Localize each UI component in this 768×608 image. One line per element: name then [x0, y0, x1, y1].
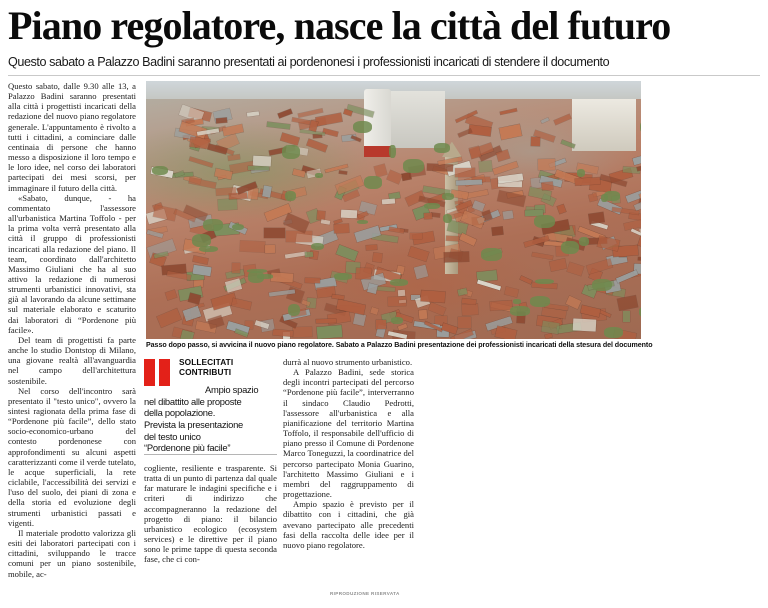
photo-roof-tile [424, 213, 432, 219]
photo-roof-tile [262, 186, 272, 198]
photo-roof-tile [316, 319, 336, 323]
photo-roof-tile [367, 283, 378, 294]
photo-roof-tile [532, 253, 553, 260]
kicker-line-1: SOLLECITATI [179, 357, 234, 367]
photo-roof-tile [462, 298, 477, 304]
photo-roof-tile [575, 177, 600, 185]
photo-roof-tile [316, 325, 342, 339]
photo-roof-tile [232, 298, 253, 310]
photo-roof-tile [560, 139, 574, 148]
photo-tree [390, 279, 408, 286]
photo-roof-tile [387, 170, 403, 184]
photo-roof-tile [193, 264, 212, 276]
paragraph: A Palazzo Badini, sede storica degli incontri partecipati del percorso “Pordenone più facile”, interverranno il sindaco Claudio Pedrotti, l'assessore all'urbanistica e alla pianificazione del territorio Martina Toffolo, il responsabile dell'ufficio di piano presso il Comune di Pordenone Marco Toneguzzi, la coordinatrice del percorso partecipato Monia Guarino, l'architetto Massimo Giuliani e i membri del raggruppamento di progettazione. [283, 367, 414, 500]
photo-roof-tile [339, 170, 347, 174]
photo-tree [534, 215, 554, 229]
photo-roof-tile [549, 259, 566, 271]
photo-roof-tile [315, 112, 342, 126]
photo-roof-tile [305, 251, 314, 257]
photo-tree [389, 145, 395, 158]
photo-roof-tile [566, 295, 582, 308]
photo-roof-tile [428, 302, 446, 316]
photo-roof-tile [188, 177, 216, 188]
photo-tree [247, 269, 267, 273]
photo-tree [285, 191, 296, 201]
photo-roof-tile [469, 125, 492, 136]
photo-tree [357, 220, 369, 224]
article-headline: Piano regolatore, nasce la città del futuro [8, 3, 671, 48]
photo-tree [288, 304, 301, 316]
photo-roof-tile [398, 323, 408, 330]
photo-roof-tile [267, 122, 290, 129]
article-deck: Questo sabato a Palazzo Badini saranno presentati ai pordenonesi i professionisti incaricati di stendere il documento [8, 55, 610, 69]
photo-roof-tile [306, 138, 327, 151]
photo-tree [530, 296, 550, 307]
photo-tree [481, 248, 501, 261]
photo-tree [364, 176, 381, 189]
photo-roof-tile [502, 210, 513, 219]
photo-roof-tile [495, 326, 517, 339]
photo-tree [639, 307, 641, 317]
article-photo [146, 81, 641, 339]
paragraph: Ampio spazio è previsto per il dibattito con i cittadini, che già avevano partecipato alle precedenti fasi della raccolta delle idee per il nuovo piano regolatore. [283, 499, 414, 550]
photo-roof-tile [462, 304, 479, 316]
photo-tree [510, 306, 530, 316]
photo-roof-tile [419, 310, 428, 319]
photo-roof-tile [352, 313, 365, 326]
photo-roof-tile [180, 329, 194, 339]
photo-roof-tile [500, 108, 518, 115]
photo-roof-tile [285, 252, 307, 259]
photo-roof-tile [479, 161, 493, 174]
text-column-left [8, 81, 136, 579]
photo-roof-tile [408, 246, 430, 262]
photo-roof-tile [232, 263, 240, 273]
newspaper-article-page [0, 4, 768, 608]
photo-roof-tile [341, 210, 358, 219]
pull-quote-text [144, 384, 277, 454]
photo-tree [604, 327, 623, 338]
photo-tree [257, 274, 273, 278]
photo-tree [282, 145, 300, 158]
photo-tree [577, 169, 586, 177]
photo-roof-tile [240, 240, 265, 252]
kicker-line-2: CONTRIBUTI [179, 366, 232, 377]
paragraph: Questo sabato, dalle 9.30 alle 13, a Palazzo Badini saranno presentati alla città i progettisti incaricati della redazione del nuovo piano regolatore generale. L'appuntamento è rivolto a tutti i cittadini, a cominciare dalle centinaia di persone che hanno messo a disposizione il loro tempo e le loro idee, nel corso dei laboratori partecipati dei mesi scorsi, per immaginare il futuro della città. [8, 81, 136, 193]
photo-roof-tile [247, 111, 259, 116]
photo-roof-tile [421, 291, 446, 303]
photo-tree [403, 159, 424, 173]
photo-roof-tile [597, 235, 620, 250]
photo-roof-tile [193, 255, 209, 264]
text-column-right [283, 357, 414, 550]
photo-roof-tile [637, 165, 641, 171]
quote-line: della popolazione. [144, 407, 216, 419]
photo-roof-tile [382, 199, 395, 205]
photo-tree [640, 121, 641, 133]
photo-tree [601, 194, 608, 202]
photo-roof-tile [323, 129, 339, 137]
photo-roof-tile [264, 228, 285, 238]
photo-roof-tile [588, 212, 605, 224]
photo-roof-tile [373, 253, 383, 263]
photo-roof-tile [284, 213, 309, 233]
photo-roof-tile [358, 212, 369, 220]
photo-tree [353, 121, 373, 133]
photo-roof-tile [355, 268, 370, 280]
photo-roof-tile [444, 251, 469, 262]
photo-tree [424, 203, 440, 209]
photo-roof-tile [414, 265, 428, 279]
photo-roof-tile [588, 194, 598, 203]
photo-roof-tile [253, 156, 272, 167]
paragraph: «Sabato, dunque, - ha commentato l'assessore all'urbanistica Martina Toffolo - per la prima volta verrà presentato alla città il gruppo di professionisti incaricati alla redazione del piano. Il team, coordinato dall'architetto Massimo Giuliani che ha al suo attivo la redazione di numerosi strumenti urbanistici innovativi, sta già al lavorando da alcune settimane sul materiale elaborato e scaturito dai laboratori di “Pordenone più facile». [8, 192, 136, 335]
photo-roof-tile [370, 307, 379, 315]
photo-roof-tile [344, 109, 353, 116]
photo-roof-tile [376, 320, 386, 329]
photo-roof-tile [499, 124, 521, 140]
photo-roof-tile [410, 233, 422, 239]
photo-roof-tile [216, 117, 227, 123]
quote-line: nel dibattito alle proposte [144, 395, 242, 407]
photo-roof-tile [632, 154, 641, 165]
copyright-notice: RIPRODUZIONE RISERVATA [330, 591, 400, 596]
photo-roof-tile [504, 286, 519, 297]
photo-roof-tile [228, 154, 240, 161]
photo-roof-tile [458, 317, 471, 328]
photo-roof-tile [373, 164, 386, 177]
text-column-middle [144, 463, 277, 565]
quotation-mark-icon [144, 359, 174, 387]
paragraph: Il materiale prodotto valorizza gli esiti dei laboratori partecipati con i cittadini, sviluppando le tracce comuni per un piano sostenibile, mobile, ac- [8, 527, 136, 579]
photo-tree [199, 246, 218, 252]
quote-line: Ampio spazio [205, 384, 259, 396]
photo-roof-tile [271, 273, 293, 283]
photo-roof-tile [165, 290, 177, 300]
photo-roof-tile [617, 296, 638, 311]
photo-roof-tile [520, 275, 533, 284]
photo-roof-tile [491, 226, 503, 235]
paragraph: Nel corso dell'incontro sarà presentato il "testo unico", ovvero la sintesi ragionata della prima fase di “Pordenone più facile”, dello stato socio-economico-urbano del contesto pordenonese con approfondimenti su alcuni aspetti caratterizzanti come il verde tutelato, le acque superficiali, la rete ciclabile, l'accessibilità dei servizi e l'uso del suolo, dei piani di zona e della storia ed evoluzione degli strumenti urbanistici passati e vigenti. [8, 385, 136, 528]
photo-tree [434, 143, 451, 153]
photo-roof-tile [207, 315, 223, 329]
photo-tree [152, 166, 168, 175]
photo-roof-tile [377, 286, 396, 291]
photo-roof-tile [334, 224, 349, 234]
photo-roof-tile [557, 204, 567, 214]
photo-roof-tile [321, 220, 330, 225]
photo-roof-tile [538, 159, 555, 171]
photo-tree [192, 234, 211, 247]
photo-roof-tile [456, 179, 482, 185]
photo-roof-tile [572, 318, 596, 331]
photo-roof-tile [273, 329, 293, 337]
photo-roof-tile [398, 290, 406, 296]
paragraph: durrà al nuovo strumento urbanistico. [283, 357, 413, 367]
photo-roof-tile [225, 278, 242, 293]
photo-roof-tile [265, 245, 276, 253]
photo-roof-tile [541, 320, 560, 333]
header-divider [8, 75, 760, 76]
photo-roof-tile [531, 137, 541, 146]
photo-roof-tile [388, 297, 406, 306]
photo-tree [442, 193, 454, 199]
photo-roof-tile [567, 262, 584, 276]
photo-roof-tile [280, 133, 299, 145]
photo-tree [579, 237, 589, 246]
photo-tree [315, 173, 322, 178]
photo-tree [513, 299, 520, 303]
photo-tree [311, 243, 325, 251]
quote-line: “Pordenone più facile” [144, 442, 231, 454]
quote-line: del testo unico [144, 430, 201, 442]
photo-roof-tile [540, 117, 549, 123]
photo-roof-tile [460, 233, 478, 246]
photo-roof-tile [189, 156, 213, 167]
aerial-city-photo [146, 81, 641, 339]
photo-roof-tile [218, 198, 238, 210]
paragraph: Del team di progettisti fa parte anche lo studio Dontstop di Milano, una giovane realtà all'avanguardia nel campo dell'architettura sostenibile. [8, 334, 136, 386]
pull-quote-divider [144, 454, 277, 455]
photo-tree [334, 273, 353, 279]
photo-roof-tile [305, 278, 320, 283]
photo-caption: Passo dopo passo, si avvicina il nuovo piano regolatore. Sabato a Palazzo Badini presentazione dei professionisti incaricati della stesura del documento [146, 341, 653, 349]
photo-tree [391, 317, 403, 324]
photo-roof-tile [638, 257, 641, 262]
quote-line: Prevista la presentazione [144, 418, 244, 430]
photo-tree [203, 219, 223, 231]
photo-roof-tile [157, 308, 182, 327]
photo-roof-tile [286, 231, 312, 242]
photo-roof-tile [389, 227, 404, 234]
photo-tree [592, 279, 611, 291]
photo-roof-tile [493, 161, 519, 175]
photo-roof-tile [545, 333, 553, 338]
paragraph: cogliente, resiliente e trasparente. Si tratta di un punto di partenza dal quale far maturare le indagini specifiche e i criteri di indirizzo che accompagneranno la redazione del progetto di piano: il bilancio urbanistico ecologico (ecosystem services) e le direttive per il piano sono le prime tappe di questa seconda fase, che ci con- [144, 463, 277, 565]
photo-roof-tile [554, 114, 571, 125]
photo-tree [561, 241, 579, 255]
photo-roof-tile [623, 311, 630, 322]
photo-roof-tile [496, 150, 510, 162]
photo-roof-tile [446, 236, 460, 242]
photo-roof-tile [542, 181, 554, 190]
photo-rooftops [146, 81, 641, 339]
photo-roof-tile [366, 245, 378, 251]
pull-quote [144, 357, 277, 454]
photo-roof-tile [638, 236, 641, 249]
photo-roof-tile [188, 293, 201, 304]
photo-roof-tile [278, 108, 293, 118]
photo-roof-tile [336, 244, 359, 261]
